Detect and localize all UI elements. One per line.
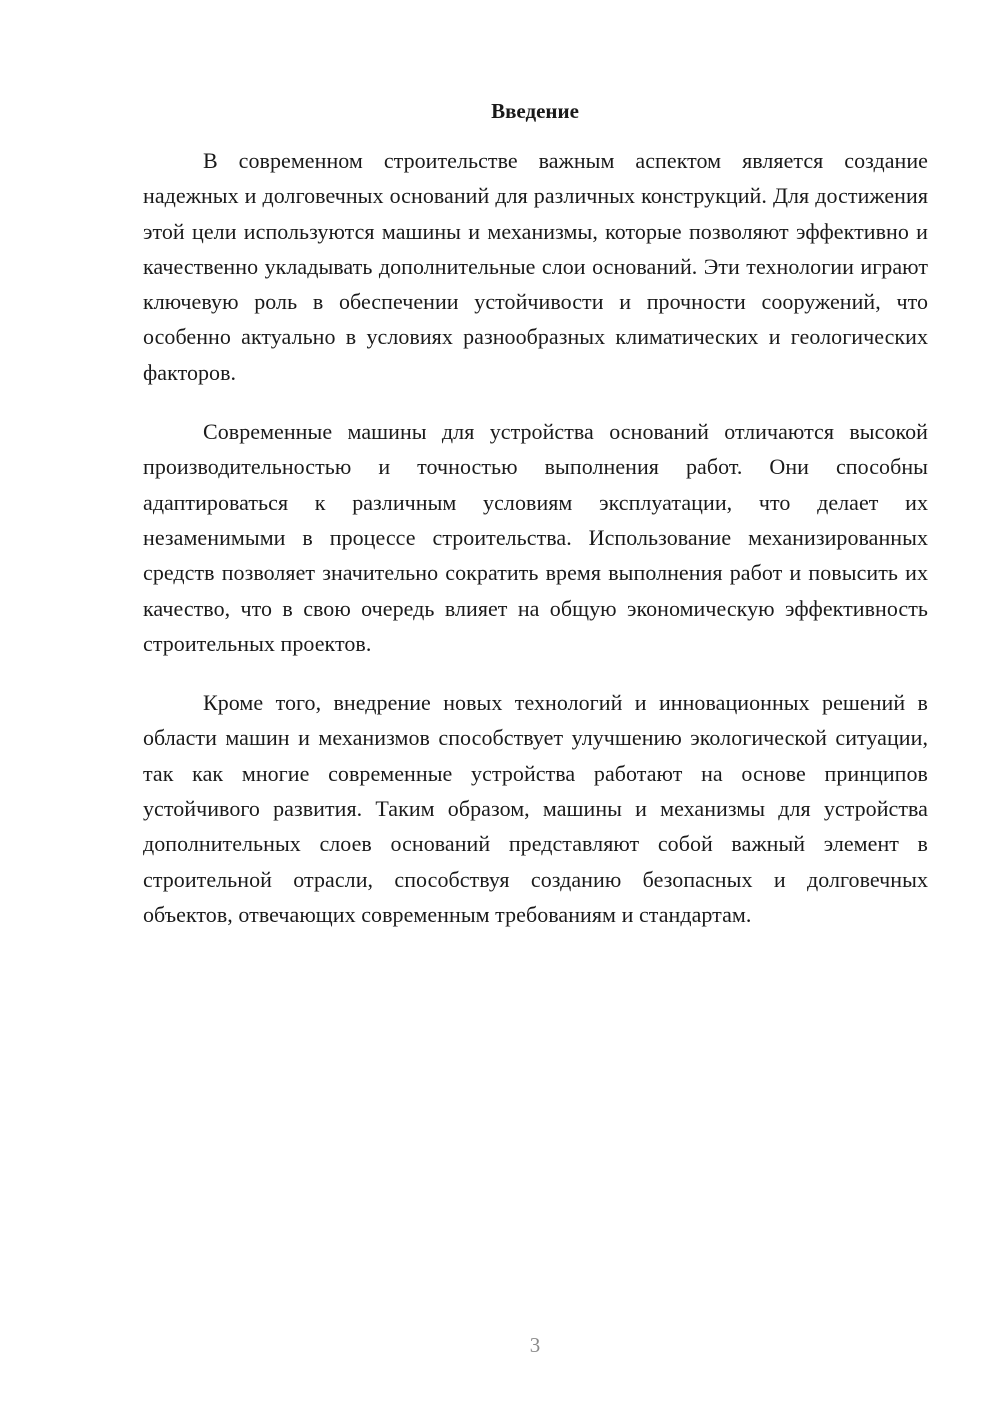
paragraph: Современные машины для устройства оснований отличаются высокой производительностью и точностью выполнения работ. Они способны адаптироваться к различным условиям эксплуатации, что делает их незаменимыми в процессе строительства. Использование механизированных средств позволяет значительно сократить время выполнения работ и повысить их качество, что в свою очередь влияет на общую экономическую эффективность строительных проектов. <box>143 419 928 656</box>
paragraph: В современном строительстве важным аспектом является создание надежных и долговечных оснований для различных конструкций. Для достижения этой цели используются машины и механизмы, которые позволяют эффективно и качественно укладывать дополнительные слои оснований. Эти технологии играют ключевую роль в обеспечении устойчивости и прочности сооружений, что особенно актуально в условиях разнообразных климатических и геологических факторов. <box>143 148 928 385</box>
page-number: 3 <box>529 1333 541 1357</box>
body-text <box>143 143 928 956</box>
paragraph: Кроме того, внедрение новых технологий и инновационных решений в области машин и механизмов способствует улучшению экологической ситуации, так как многие современные устройства работают на основе принципов устойчивого развития. Таким образом, машины и механизмы для устройства дополнительных слоев оснований представляют собой важный элемент в строительной отрасли, способствуя созданию безопасных и долговечных объектов, отвечающих современным требованиям и стандартам. <box>143 690 928 927</box>
section-heading: Введение <box>491 99 579 123</box>
